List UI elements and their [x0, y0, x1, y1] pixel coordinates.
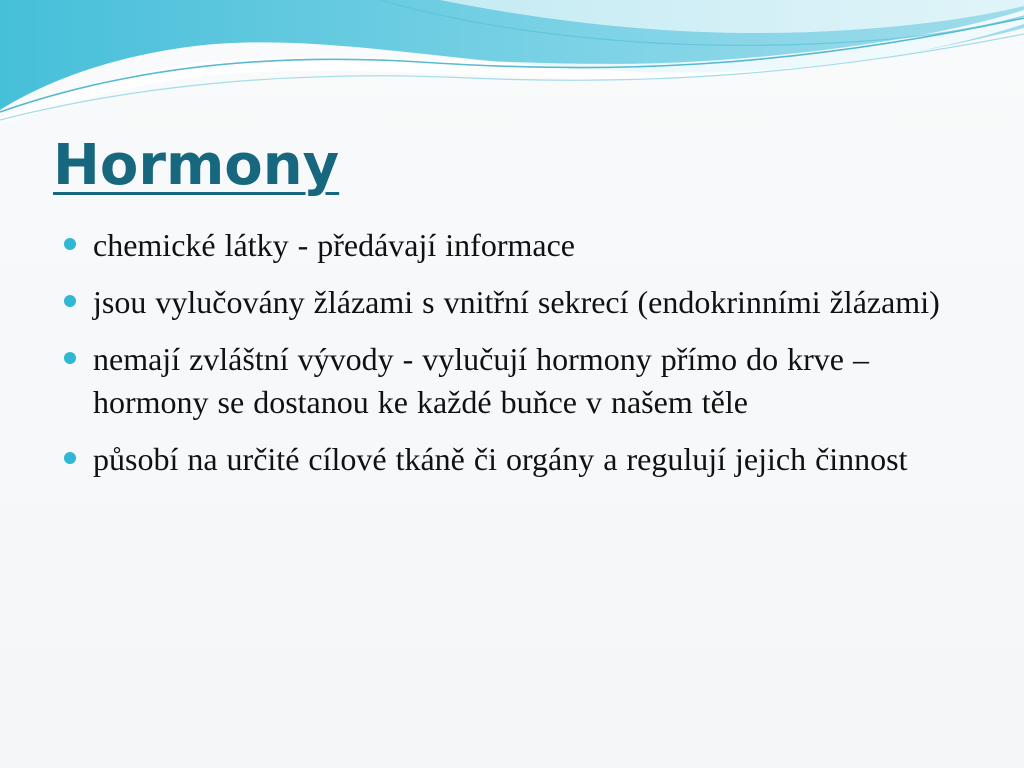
bullet-icon [64, 352, 76, 364]
bullet-list [64, 224, 964, 495]
bullet-icon [64, 452, 76, 464]
bullet-text: chemické látky - předávají informace [93, 227, 575, 263]
list-item [64, 224, 964, 267]
bullet-text: působí na určité cílové tkáně či orgány a regulují jejich činnost [93, 441, 908, 477]
bullet-text: jsou vylučovány žlázami s vnitřní sekrecí (endokrinními žlázami) [93, 284, 940, 320]
bullet-icon [64, 295, 76, 307]
bullet-icon [64, 238, 76, 250]
bullet-text: nemají zvláštní vývody - vylučují hormony přímo do krve – hormony se dostanou ke každé buňce v našem těle [93, 341, 869, 420]
slide-title: Hormony [53, 133, 340, 198]
list-item [64, 281, 964, 324]
decorative-wave-header [0, 0, 1024, 125]
list-item [64, 338, 964, 424]
list-item [64, 438, 964, 481]
